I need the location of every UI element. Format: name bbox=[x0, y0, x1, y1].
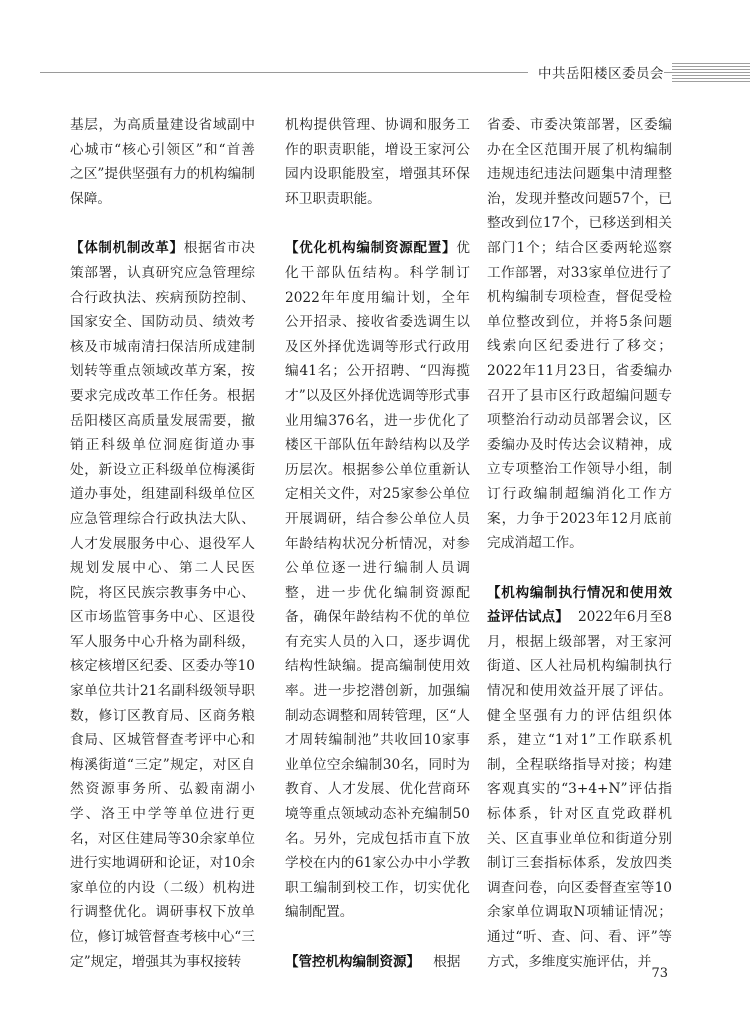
section-title: 【优化机构编制资源配置】 bbox=[285, 240, 457, 257]
section-title: 【体制机制改革】 bbox=[70, 240, 184, 257]
section-evaluation-pilot bbox=[487, 581, 672, 975]
running-header-title: 中共岳阳楼区委员会 bbox=[528, 62, 664, 82]
section-body: 优化干部队伍结构。科学制订2022年年度用编计划，全年公开招录、接收省委选调生以及区外择优选调等形式行政用编41名；公开招聘、“四海揽才”以及区外择优选调等形式事业用编376名，进一步优化了楼区干部队伍年龄结构以及学历层次。根据参公单位重新认定相关文件，对25家参公单位开展调研，结合参公单位人员年龄结构状况分析情况，对参公单位逐一进行编制人员调整，进一步优化编制资源配备，确保年龄结构不优的单位有充实人员的入口，逐步调优结构性缺编。提高编制使用效率。进一步挖潜创新，加强编制动态调整和周转管理，区“人才周转编制池”共收回10家事业单位空余编制30名，同时为教育、人才发展、优化营商环境等重点领域动态补充编制50名。另外，完成包括市直下放学校在内的61家公办中小学教职工编制到校工作，切实优化编制配置。 bbox=[285, 240, 470, 921]
paragraph: 基层，为高质量建设省域副中心城市“核心引领区”和“首善之区”提供坚强有力的机构编制保障。 bbox=[70, 117, 255, 207]
page-number: 73 bbox=[651, 966, 668, 981]
section-resource-allocation bbox=[285, 236, 470, 925]
section-title: 【管控机构编制资源】 bbox=[285, 954, 420, 970]
page-header bbox=[0, 0, 750, 96]
section-body: 根据 bbox=[433, 954, 461, 970]
header-stripe-decoration bbox=[672, 63, 750, 83]
text-column-2 bbox=[285, 113, 470, 970]
section-body: 2022年6月至8月，根据上级部署，对王家河街道、区人社局机构编制执行情况和使用效益开展了评估。健全坚强有力的评估组织体系，建立“1对1”工作联系机制，全程联络指导对接；构建客观真实的“3+4+N”评估指标体系，针对区直党政群机关、区直事业单位和街道分别制订三套指标体系，发放四类调查问卷，向区委督查室等10余家单位调取N项辅证情况；通过“听、查、问、看、评”等方式，多维度实施评估，并 bbox=[487, 609, 673, 970]
section-title: 【机构编制执行情况和使用效益评估试点】 bbox=[487, 584, 672, 626]
section-institutional-reform bbox=[70, 236, 255, 974]
section-body: 根据省市决策部署，认真研究应急管理综合行政执法、疾病预防控制、国家安全、国防动员、绩效考核及市城南清扫保洁所成建制划转等重点领域改革方案，按要求完成改革工作任务。根据岳阳楼区高质量发展需要，撤销正科级单位洞庭街道办事处，新设立正科级单位梅溪街道办事处，组建副科级单位区应急管理综合行政执法大队、人才发展服务中心、退役军人规划发展中心、第二人民医院，将区民族宗教事务中心、区市场监管事务中心、区退役军人服务中心升格为副科级，核定核增区纪委、区委办等10家单位共计21名副科级领导职数，修订区教育局、区商务粮食局、区城管督查考评中心和梅溪街道“三定”规定，对区自然资源事务所、弘毅南湖小学、洛王中学等单位进行更名，对区住建局等30余家单位进行实地调研和论证，对10余家单位的内设（二级）机构进行调整优化。调研事权下放单位，修订城管督查考核中心“三定”规定，增强其为事权接转 bbox=[70, 240, 255, 970]
paragraph: 省委、市委决策部署，区委编办在全区范围开展了机构编制违规违纪违法问题集中清理整治，发现并整改问题57个，已整改到位17个，已移送到相关部门1个；结合区委两轮巡察工作部署，对33家单位进行了机构编制专项检查，督促受检单位整改到位，并将5条问题线索向区纪委进行了移交；2022年11月23日，省委编办召开了县市区行政超编问题专项整治行动动员部署会议，区委编办及时传达会议精神，成立专项整治工作领导小组，制订行政编制超编消化工作方案，力争于2023年12月底前完成消超工作。 bbox=[487, 117, 672, 552]
text-column-3 bbox=[487, 113, 673, 970]
paragraph: 机构提供管理、协调和服务工作的职责职能，增设王家河公园内设职能股室，增强其环保环卫职责职能。 bbox=[285, 117, 470, 207]
text-column-1 bbox=[70, 113, 255, 970]
section-resource-control bbox=[285, 950, 470, 975]
